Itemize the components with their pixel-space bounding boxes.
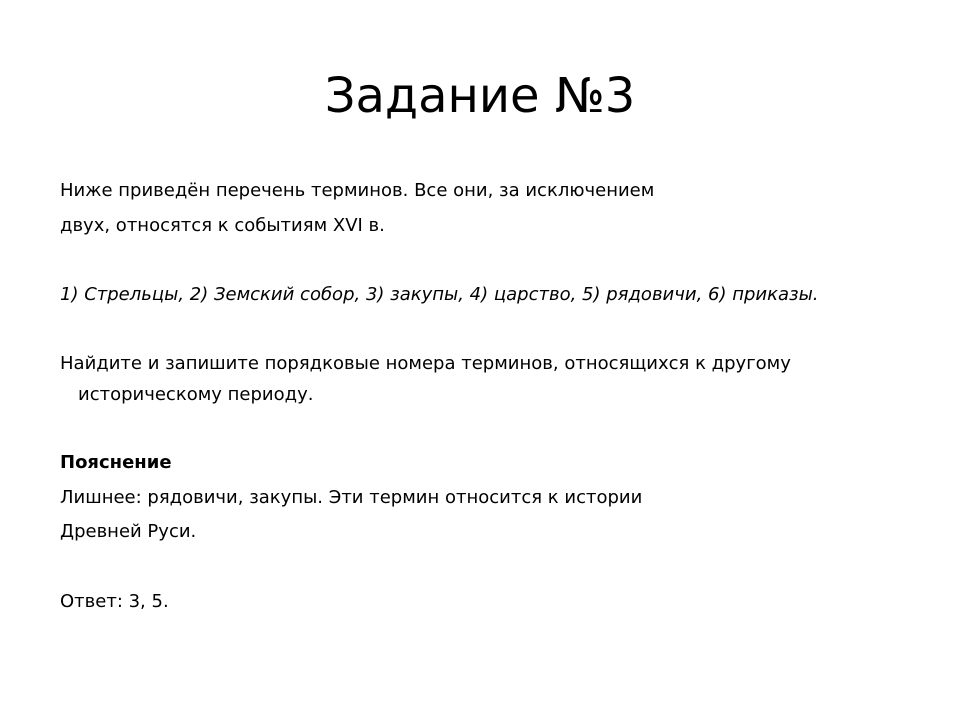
answer-text: Ответ: 3, 5. xyxy=(60,591,169,612)
intro-line-2: двух, относятся к событиям XVI в. xyxy=(60,215,385,236)
slide-title: Задание №3 xyxy=(324,68,636,124)
intro-line-1: Ниже приведён перечень терминов. Все они, за исключением xyxy=(60,180,655,201)
explanation-heading: Пояснение xyxy=(60,452,172,473)
question-line-1: Найдите и запишите порядковые номера терминов, относящихся к другому xyxy=(60,353,791,374)
terms-list: 1) Стрельцы, 2) Земский собор, 3) закупы, 4) царство, 5) рядовичи, 6) приказы. xyxy=(60,284,819,305)
question-line-2: историческому периоду. xyxy=(78,384,314,405)
explanation-line-1: Лишнее: рядовичи, закупы. Эти термин относится к истории xyxy=(60,487,643,508)
explanation-line-2: Древней Руси. xyxy=(60,521,197,542)
